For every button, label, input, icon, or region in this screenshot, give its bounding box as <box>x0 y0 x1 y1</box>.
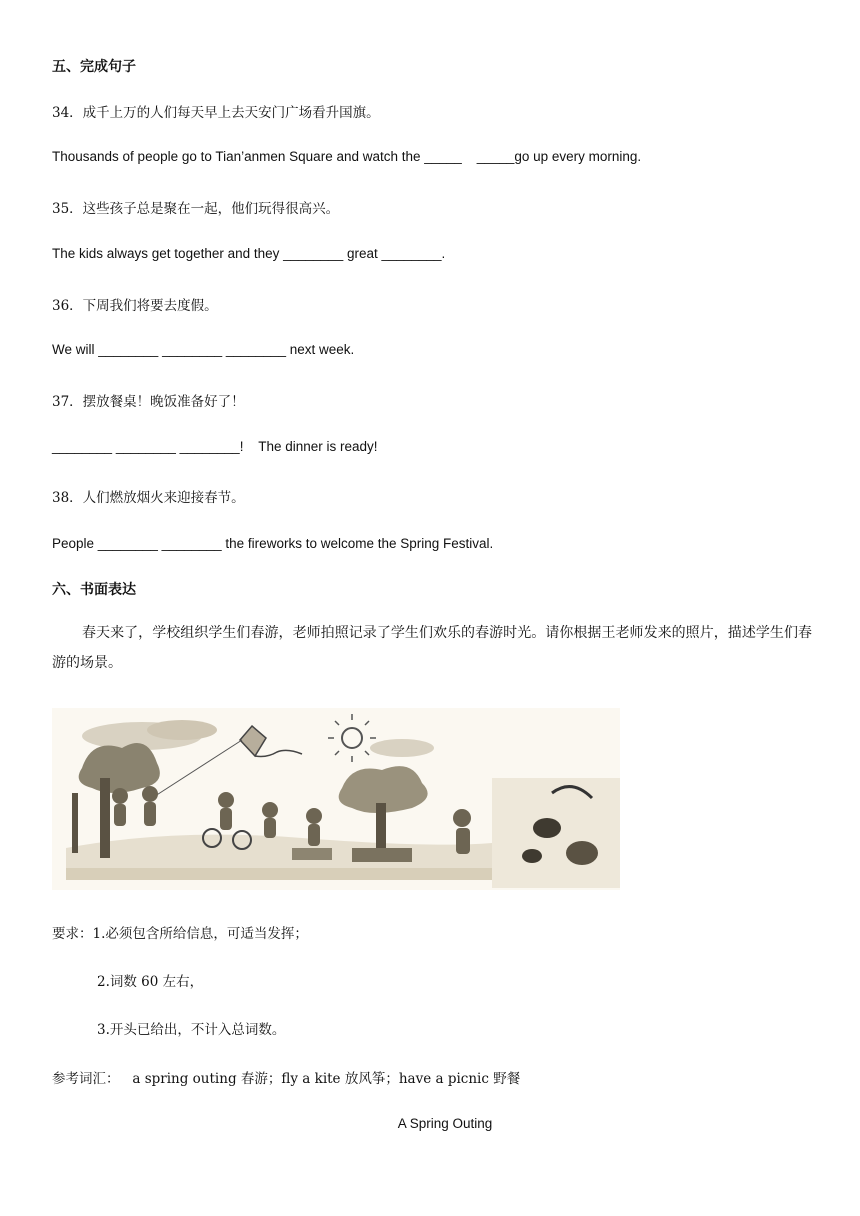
question-35-en: The kids always get together and they ________ great ________. <box>52 246 446 261</box>
question-36-en: We will ________ ________ ________ next week. <box>52 342 355 357</box>
question-34-en: Thousands of people go to Tian’anmen Square and watch the _____ _____go up every morning. <box>52 149 642 164</box>
section5-title: 五、完成句子 <box>52 59 136 75</box>
essay-title: A Spring Outing <box>397 1116 493 1131</box>
requirement-2: 2.词数 60 左右， <box>97 974 204 990</box>
writing-prompt: 春天来了，学校组织学生们春游，老师拍照记录了学生们欢乐的春游时光。请你根据王老师发来的照片，描述学生们春游的场景。 <box>52 625 812 671</box>
section6-title: 六、书面表达 <box>52 582 136 598</box>
question-34-zh: 34．成千上万的人们每天早上去天安门广场看升国旗。 <box>52 105 380 121</box>
spring-outing-illustration <box>52 708 620 890</box>
question-37-zh: 37．摆放餐桌！晚饭准备好了！ <box>52 394 245 410</box>
question-38-zh: 38．人们燃放烟火来迎接春节。 <box>52 490 245 506</box>
reference-vocabulary: 参考词汇： a spring outing 春游；fly a kite 放风筝；have a picnic 野餐 <box>52 1071 521 1087</box>
question-38-en: People ________ ________ the fireworks to welcome the Spring Festival. <box>52 536 494 551</box>
question-37-en: ________ ________ ________! The dinner is ready! <box>52 439 378 454</box>
requirement-1: 要求：1.必须包含所给信息，可适当发挥； <box>52 926 308 942</box>
requirement-3: 3.开头已给出，不计入总词数。 <box>97 1022 286 1038</box>
question-36-zh: 36．下周我们将要去度假。 <box>52 298 218 314</box>
question-35-zh: 35．这些孩子总是聚在一起，他们玩得很高兴。 <box>52 201 340 217</box>
